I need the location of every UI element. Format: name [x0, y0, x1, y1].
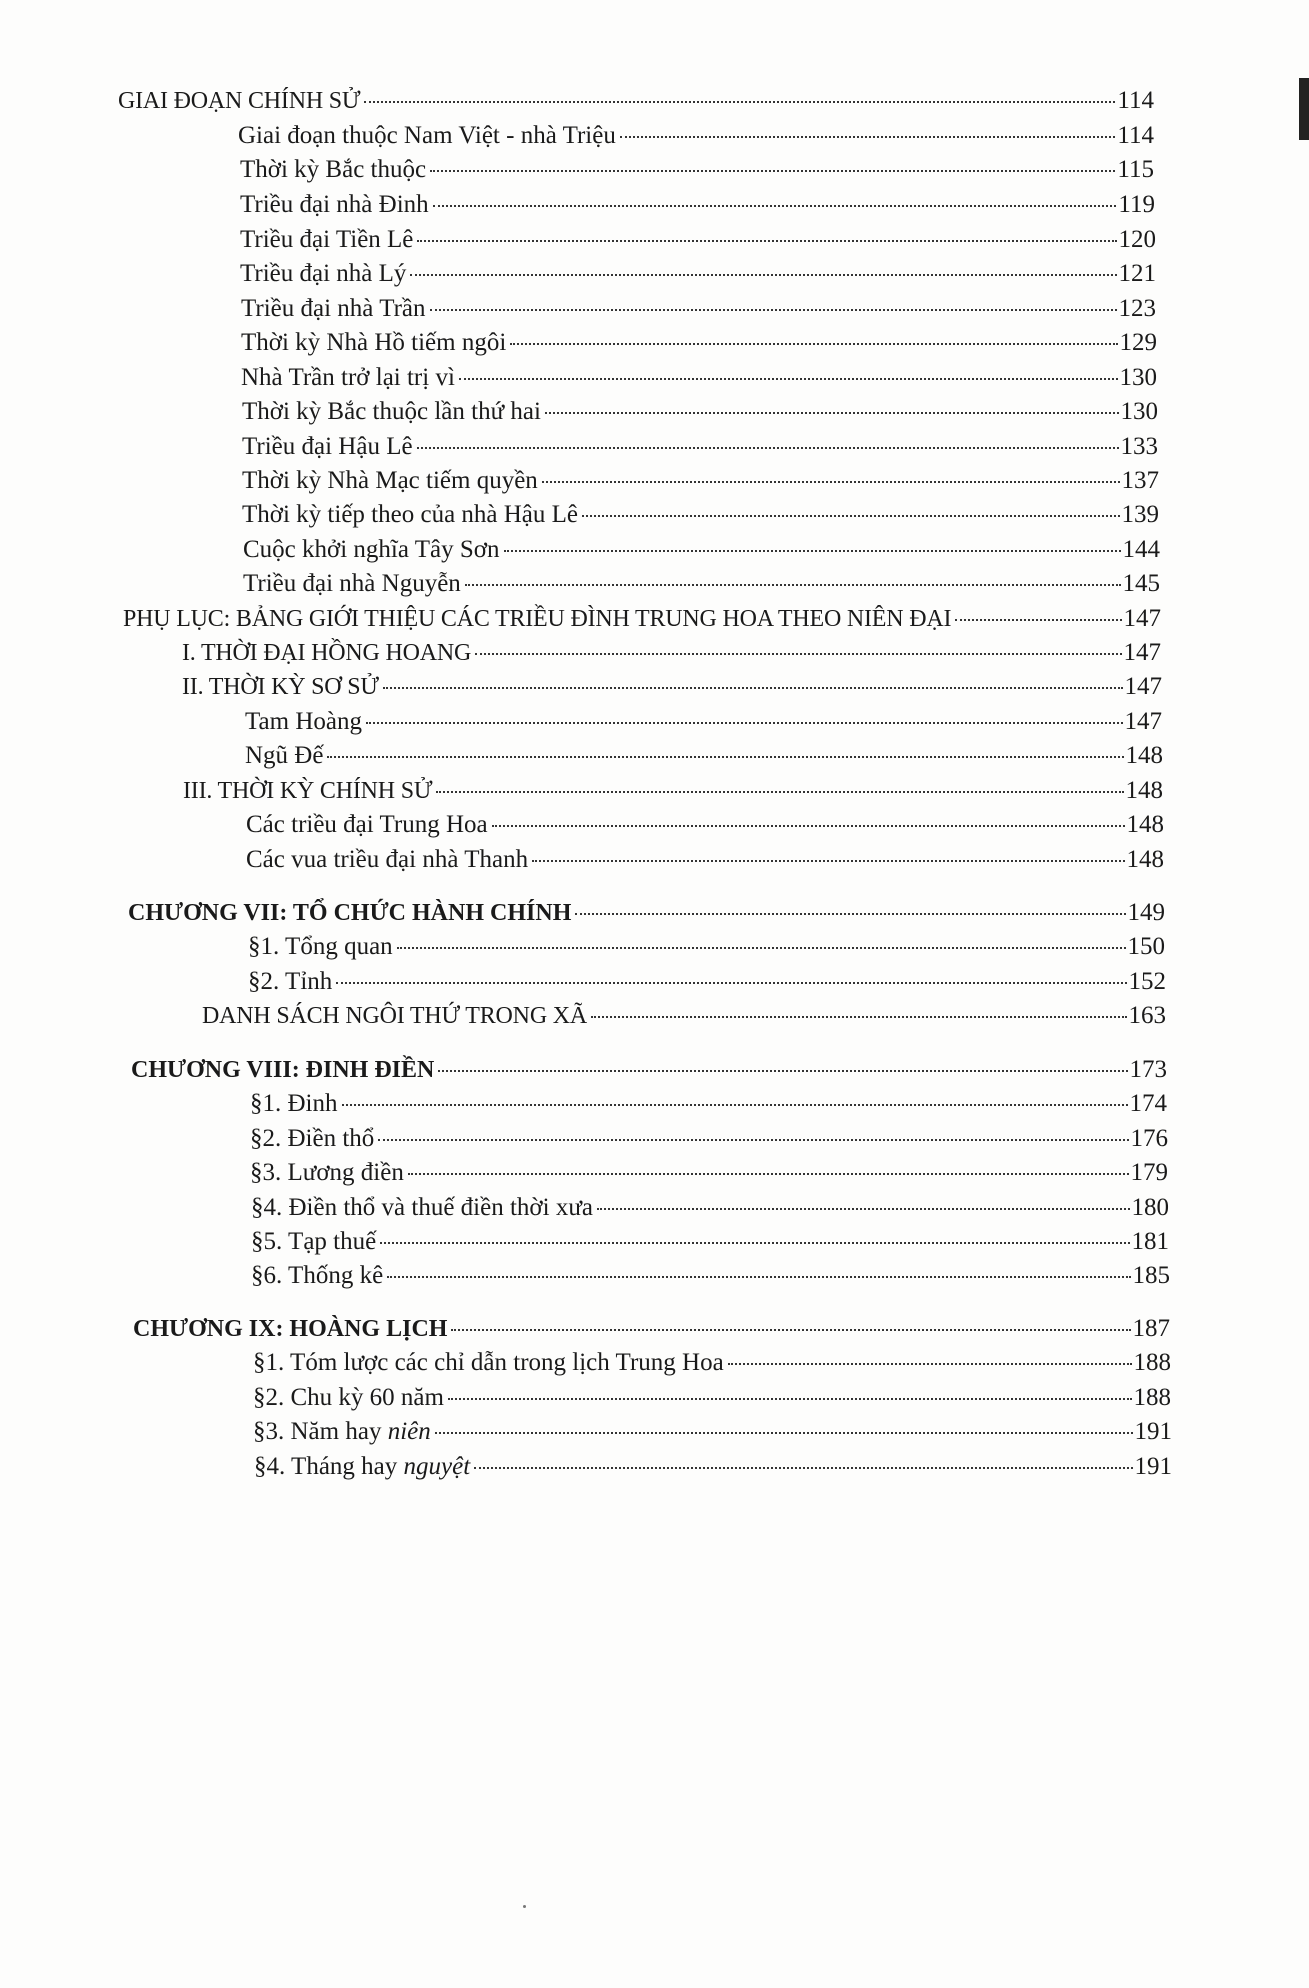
toc-entry-title-italic: nguyệt [403, 1453, 471, 1480]
toc-entry-page-number: 150 [1127, 933, 1165, 960]
toc-entry[interactable] [251, 1225, 1169, 1259]
dot-leader [430, 170, 1115, 172]
dot-leader [532, 860, 1124, 862]
dot-leader [475, 653, 1121, 655]
dot-leader [542, 481, 1120, 483]
toc-entry-title: Tam Hoàng [245, 708, 362, 735]
toc-entry-page-number: 179 [1130, 1159, 1168, 1186]
dot-leader [430, 309, 1117, 311]
toc-entry-title: Thời kỳ Bắc thuộc [240, 156, 427, 183]
dot-leader [459, 378, 1118, 380]
dot-leader [451, 1329, 1130, 1331]
toc-entry[interactable] [248, 930, 1165, 964]
toc-entry-title: Triều đại nhà Đinh [240, 191, 429, 218]
print-speck [523, 1905, 526, 1908]
toc-entry[interactable] [182, 636, 1161, 670]
toc-entry-page-number: 119 [1118, 191, 1155, 218]
dot-leader [492, 825, 1125, 827]
toc-entry-title: §1. Tóm lược các chỉ dẫn trong lịch Trung Hoa [253, 1349, 724, 1376]
toc-entry[interactable] [250, 1156, 1168, 1190]
toc-entry-title: Giai đoạn thuộc Nam Việt - nhà Triệu [238, 122, 616, 149]
toc-entry-title: Cuộc khởi nghĩa Tây Sơn [243, 536, 500, 563]
toc-entry-title: GIAI ĐOẠN CHÍNH SỬ [118, 88, 361, 114]
toc-entry-title: Các vua triều đại nhà Thanh [246, 846, 529, 873]
toc-entry-page-number: 180 [1131, 1194, 1169, 1221]
toc-entry-page-number: 147 [1124, 708, 1162, 735]
dot-leader [435, 1432, 1133, 1434]
dot-leader [504, 550, 1121, 552]
toc-entry[interactable] [242, 395, 1158, 429]
toc-entry-title: §3. Lương điền [250, 1159, 404, 1186]
toc-entry-title: Triều đại nhà Nguyễn [243, 570, 461, 597]
toc-entry-title: §1. Tổng quan [248, 933, 393, 960]
toc-entry[interactable] [246, 843, 1164, 877]
toc-entry-page-number: 148 [1125, 742, 1163, 769]
dot-leader [380, 1242, 1129, 1244]
toc-entry-page-number: 114 [1117, 87, 1154, 114]
toc-entry-title: I. THỜI ĐẠI HỒNG HOANG [182, 640, 472, 666]
dot-leader [366, 722, 1123, 724]
toc-entry-page-number: 148 [1126, 811, 1164, 838]
page-edge-mark [1299, 78, 1309, 140]
toc-entry-title: Nhà Trần trở lại trị vì [241, 364, 455, 391]
toc-entry[interactable] [243, 567, 1160, 601]
toc-entry-title: §2. Điền thổ [250, 1125, 375, 1152]
toc-entry[interactable] [245, 705, 1162, 739]
toc-entry-title: III. THỜI KỲ CHÍNH SỬ [183, 778, 433, 804]
toc-entry-page-number: 191 [1134, 1418, 1172, 1445]
dot-leader [436, 791, 1123, 793]
toc-entry-title: CHƯƠNG VIII: ĐINH ĐIỀN [131, 1057, 435, 1083]
toc-entry-title: §1. Đinh [250, 1090, 338, 1117]
toc-entry-title: Triều đại Tiền Lê [240, 226, 414, 253]
toc-entry-page-number: 145 [1122, 570, 1160, 597]
toc-entry[interactable] [128, 896, 1165, 930]
toc-entry-page-number: 187 [1132, 1315, 1170, 1342]
toc-entry-title: PHỤ LỤC: BẢNG GIỚI THIỆU CÁC TRIỀU ĐÌNH TRUNG HOA THEO NIÊN ĐẠI [123, 606, 952, 632]
dot-leader [417, 240, 1116, 242]
toc-entry[interactable] [253, 1381, 1171, 1415]
dot-leader [327, 756, 1123, 758]
toc-entry-page-number: 130 [1119, 364, 1157, 391]
toc-entry[interactable] [242, 498, 1159, 532]
dot-leader [620, 136, 1116, 138]
toc-entry[interactable] [182, 670, 1162, 704]
toc-entry-page-number: 181 [1131, 1228, 1169, 1255]
toc-entry[interactable] [240, 223, 1156, 257]
toc-entry-title: Thời kỳ Nhà Mạc tiếm quyền [242, 467, 538, 494]
dot-leader [465, 584, 1121, 586]
dot-leader [417, 447, 1119, 449]
toc-entry-page-number: 185 [1132, 1262, 1170, 1289]
toc-entry-title: §2. Chu kỳ 60 năm [253, 1384, 444, 1411]
toc-entry[interactable] [253, 1415, 1172, 1449]
toc-entry-page-number: 137 [1121, 467, 1159, 494]
dot-leader [378, 1139, 1128, 1141]
dot-leader [575, 913, 1125, 915]
toc-entry-page-number: 148 [1126, 846, 1164, 873]
toc-entry-title: Thời kỳ Bắc thuộc lần thứ hai [242, 398, 541, 425]
toc-entry-page-number: 139 [1121, 501, 1159, 528]
toc-entry[interactable] [240, 153, 1154, 187]
toc-entry-title: §4. Điền thổ và thuế điền thời xưa [251, 1194, 593, 1221]
toc-entry-page-number: 176 [1130, 1125, 1168, 1152]
dot-leader [591, 1016, 1126, 1018]
toc-entry[interactable] [250, 1087, 1167, 1121]
toc-entry-page-number: 121 [1118, 260, 1156, 287]
dot-leader [342, 1104, 1128, 1106]
toc-entry[interactable] [248, 965, 1166, 999]
toc-entry-page-number: 123 [1118, 295, 1156, 322]
toc-entry-page-number: 163 [1128, 1002, 1166, 1029]
toc-entry-title: DANH SÁCH NGÔI THỨ TRONG XÃ [202, 1003, 588, 1029]
dot-leader [410, 274, 1116, 276]
toc-entry-page-number: 149 [1127, 899, 1165, 926]
toc-entry[interactable] [242, 464, 1159, 498]
dot-leader [597, 1208, 1130, 1210]
toc-entry-page-number: 147 [1123, 605, 1161, 632]
toc-entry[interactable] [118, 84, 1154, 118]
dot-leader [955, 619, 1121, 621]
toc-entry[interactable] [240, 188, 1155, 222]
toc-entry-page-number: 147 [1123, 639, 1161, 666]
toc-entry-title: Triều đại nhà Trần [241, 295, 426, 322]
dot-leader [336, 982, 1126, 984]
toc-entry[interactable] [241, 361, 1157, 395]
toc-entry-title: II. THỜI KỲ SƠ SỬ [182, 674, 379, 700]
toc-entry[interactable] [251, 1259, 1170, 1293]
toc-entry[interactable] [243, 533, 1160, 567]
dot-leader [474, 1467, 1132, 1469]
toc-entry[interactable] [240, 257, 1156, 291]
toc-entry-page-number: 114 [1117, 122, 1154, 149]
dot-leader [387, 1276, 1130, 1278]
dot-leader [383, 687, 1123, 689]
toc-entry[interactable] [238, 119, 1154, 153]
toc-entry-page-number: 152 [1128, 968, 1166, 995]
toc-entry-title: Thời kỳ Nhà Hồ tiếm ngôi [241, 329, 507, 356]
toc-entry-page-number: 188 [1133, 1384, 1171, 1411]
dot-leader [397, 947, 1126, 949]
dot-leader [364, 101, 1115, 103]
toc-entry[interactable] [241, 292, 1156, 326]
toc-entry-page-number: 129 [1119, 329, 1157, 356]
toc-entry-title-italic: niên [387, 1418, 431, 1445]
toc-entry-page-number: 120 [1118, 226, 1156, 253]
toc-entry-title: §5. Tạp thuế [251, 1228, 377, 1255]
toc-entry[interactable] [250, 1122, 1168, 1156]
dot-leader [510, 343, 1117, 345]
toc-entry-title: §2. Tỉnh [248, 968, 333, 995]
dot-leader [728, 1363, 1132, 1365]
dot-leader [438, 1070, 1127, 1072]
toc-entry[interactable] [123, 602, 1161, 636]
toc-entry-title: CHƯƠNG VII: TỔ CHỨC HÀNH CHÍNH [128, 900, 572, 926]
toc-entry[interactable] [242, 430, 1158, 464]
toc-entry[interactable] [241, 326, 1157, 360]
toc-entry-page-number: 130 [1120, 398, 1158, 425]
toc-entry[interactable] [251, 1191, 1169, 1225]
toc-entry[interactable] [131, 1053, 1167, 1087]
toc-entry-page-number: 174 [1129, 1090, 1167, 1117]
toc-entry-page-number: 144 [1122, 536, 1160, 563]
toc-entry[interactable] [246, 808, 1164, 842]
dot-leader [582, 515, 1119, 517]
toc-entry-title: §4. Tháng hay nguyệt [254, 1453, 471, 1480]
toc-entry-page-number: 115 [1117, 156, 1154, 183]
toc-entry[interactable] [254, 1450, 1172, 1484]
toc-entry-page-number: 147 [1124, 673, 1162, 700]
toc-entry-page-number: 191 [1134, 1453, 1172, 1480]
toc-entry-title: §3. Năm hay niên [253, 1418, 431, 1445]
toc-entry[interactable] [183, 774, 1163, 808]
toc-entry-title: Thời kỳ tiếp theo của nhà Hậu Lê [242, 501, 579, 528]
dot-leader [545, 412, 1119, 414]
dot-leader [448, 1398, 1132, 1400]
toc-entry[interactable] [253, 1346, 1171, 1380]
toc-entry-page-number: 133 [1120, 433, 1158, 460]
toc-entry-title: Các triều đại Trung Hoa [246, 811, 488, 838]
toc-entry-title: Triều đại Hậu Lê [242, 433, 413, 460]
toc-entry-page-number: 148 [1125, 777, 1163, 804]
toc-entry[interactable] [133, 1312, 1170, 1346]
toc-entry-title: CHƯƠNG IX: HOÀNG LỊCH [133, 1316, 448, 1342]
toc-entry[interactable] [202, 999, 1166, 1033]
toc-entry-page-number: 188 [1133, 1349, 1171, 1376]
toc-entry-page-number: 173 [1129, 1056, 1167, 1083]
dot-leader [433, 205, 1117, 207]
toc-entry-title: Ngũ Đế [245, 742, 324, 769]
dot-leader [408, 1173, 1129, 1175]
toc-entry[interactable] [245, 739, 1163, 773]
toc-entry-title: §6. Thống kê [251, 1262, 384, 1289]
toc-entry-title: Triều đại nhà Lý [240, 260, 407, 287]
